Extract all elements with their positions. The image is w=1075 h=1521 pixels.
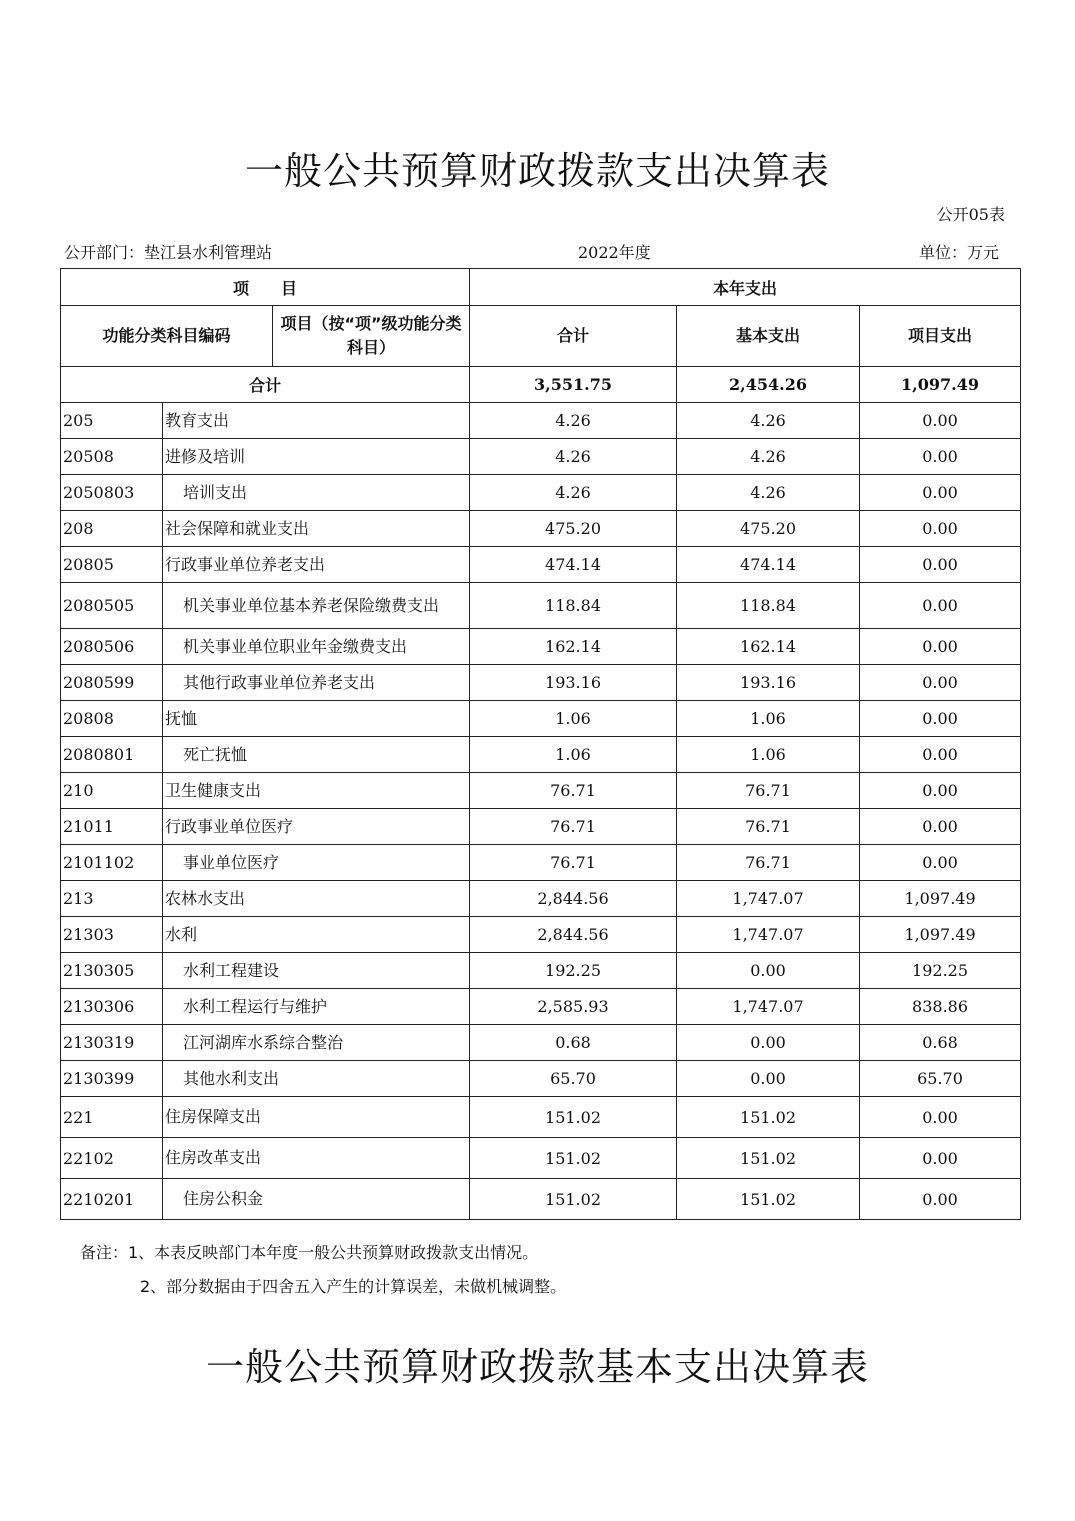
row-total: 4.26 — [470, 439, 677, 475]
row-project: 0.00 — [860, 773, 1021, 809]
row-total: 76.71 — [470, 773, 677, 809]
next-table-title: 一般公共预算财政拨款基本支出决算表 — [205, 1345, 869, 1389]
row-project: 1,097.49 — [860, 917, 1021, 953]
row-basic: 0.00 — [677, 953, 860, 989]
row-project: 0.00 — [860, 701, 1021, 737]
row-project: 0.00 — [860, 403, 1021, 439]
row-name: 行政事业单位养老支出 — [163, 547, 470, 583]
row-total: 2,844.56 — [470, 881, 677, 917]
table-row — [61, 511, 1021, 547]
header-current-year: 本年支出 — [470, 269, 1021, 306]
table-row — [61, 475, 1021, 511]
row-project: 0.68 — [860, 1025, 1021, 1061]
department-label: 公开部门：垫江县水利管理站 — [64, 243, 273, 262]
row-basic: 4.26 — [677, 475, 860, 511]
row-total: 151.02 — [470, 1138, 677, 1179]
row-basic: 118.84 — [677, 583, 860, 629]
table-row — [61, 1097, 1021, 1138]
row-name: 住房公积金 — [163, 1179, 470, 1220]
row-name: 水利 — [163, 917, 470, 953]
total-row — [61, 367, 1021, 403]
table-row — [61, 953, 1021, 989]
row-name: 卫生健康支出 — [163, 773, 470, 809]
row-name: 事业单位医疗 — [163, 845, 470, 881]
row-total: 151.02 — [470, 1097, 677, 1138]
row-basic: 193.16 — [677, 665, 860, 701]
row-basic: 151.02 — [677, 1138, 860, 1179]
row-total: 1.06 — [470, 701, 677, 737]
row-project: 0.00 — [860, 629, 1021, 665]
row-name: 社会保障和就业支出 — [163, 511, 470, 547]
row-name: 住房改革支出 — [163, 1138, 470, 1179]
row-basic: 1.06 — [677, 737, 860, 773]
row-basic: 4.26 — [677, 439, 860, 475]
row-total: 2,844.56 — [470, 917, 677, 953]
total-basic: 2,454.26 — [677, 367, 860, 403]
row-code: 213 — [61, 881, 163, 917]
row-code: 21011 — [61, 809, 163, 845]
unit-label: 单位：万元 — [918, 243, 999, 262]
year-label: 2022年度 — [578, 243, 651, 262]
row-project: 1,097.49 — [860, 881, 1021, 917]
row-code: 2130306 — [61, 989, 163, 1025]
total-label: 合计 — [61, 367, 470, 403]
row-basic: 0.00 — [677, 1025, 860, 1061]
row-basic: 151.02 — [677, 1179, 860, 1220]
header-total: 合计 — [470, 306, 677, 367]
row-total: 65.70 — [470, 1061, 677, 1097]
table-row — [61, 773, 1021, 809]
total-project: 1,097.49 — [860, 367, 1021, 403]
row-code: 2130305 — [61, 953, 163, 989]
table-code: 公开05表 — [936, 205, 1005, 224]
row-name: 行政事业单位医疗 — [163, 809, 470, 845]
note-2: 2、部分数据由于四舍五入产生的计算误差，未做机械调整。 — [140, 1277, 567, 1296]
row-project: 65.70 — [860, 1061, 1021, 1097]
page-title: 一般公共预算财政拨款支出决算表 — [244, 149, 830, 193]
row-basic: 1,747.07 — [677, 989, 860, 1025]
row-total: 1.06 — [470, 737, 677, 773]
row-code: 20508 — [61, 439, 163, 475]
table-row — [61, 403, 1021, 439]
row-total: 162.14 — [470, 629, 677, 665]
row-name: 进修及培训 — [163, 439, 470, 475]
table-row — [61, 809, 1021, 845]
table-row — [61, 1061, 1021, 1097]
row-name: 水利工程建设 — [163, 953, 470, 989]
row-basic: 0.00 — [677, 1061, 860, 1097]
row-project: 0.00 — [860, 511, 1021, 547]
row-project: 192.25 — [860, 953, 1021, 989]
row-name: 机关事业单位职业年金缴费支出 — [163, 629, 470, 665]
row-code: 22102 — [61, 1138, 163, 1179]
row-basic: 76.71 — [677, 845, 860, 881]
row-total: 118.84 — [470, 583, 677, 629]
row-code: 2050803 — [61, 475, 163, 511]
row-total: 2,585.93 — [470, 989, 677, 1025]
row-project: 0.00 — [860, 583, 1021, 629]
header-basic: 基本支出 — [677, 306, 860, 367]
total-value: 3,551.75 — [470, 367, 677, 403]
row-total: 151.02 — [470, 1179, 677, 1220]
row-code: 221 — [61, 1097, 163, 1138]
table-row — [61, 737, 1021, 773]
row-code: 2101102 — [61, 845, 163, 881]
row-project: 0.00 — [860, 475, 1021, 511]
row-name: 教育支出 — [163, 403, 470, 439]
header-name: 项目（按“项”级功能分类科目） — [273, 306, 470, 367]
row-code: 2080599 — [61, 665, 163, 701]
row-total: 193.16 — [470, 665, 677, 701]
table-row — [61, 665, 1021, 701]
row-basic: 474.14 — [677, 547, 860, 583]
row-name: 抚恤 — [163, 701, 470, 737]
table-row — [61, 917, 1021, 953]
row-total: 474.14 — [470, 547, 677, 583]
table-row — [61, 989, 1021, 1025]
row-total: 4.26 — [470, 475, 677, 511]
header-project-expenditure: 项目支出 — [860, 306, 1021, 367]
row-basic: 1.06 — [677, 701, 860, 737]
row-total: 192.25 — [470, 953, 677, 989]
row-code: 208 — [61, 511, 163, 547]
row-basic: 76.71 — [677, 773, 860, 809]
row-basic: 1,747.07 — [677, 917, 860, 953]
row-project: 0.00 — [860, 809, 1021, 845]
row-code: 2080801 — [61, 737, 163, 773]
row-basic: 151.02 — [677, 1097, 860, 1138]
row-code: 2130319 — [61, 1025, 163, 1061]
header-code: 功能分类科目编码 — [61, 306, 273, 367]
row-total: 76.71 — [470, 845, 677, 881]
note-1: 备注：1、本表反映部门本年度一般公共预算财政拨款支出情况。 — [80, 1243, 539, 1262]
row-project: 0.00 — [860, 665, 1021, 701]
row-name: 江河湖库水系综合整治 — [163, 1025, 470, 1061]
row-name: 住房保障支出 — [163, 1097, 470, 1138]
row-code: 210 — [61, 773, 163, 809]
row-basic: 162.14 — [677, 629, 860, 665]
row-project: 0.00 — [860, 439, 1021, 475]
table-row — [61, 881, 1021, 917]
row-project: 0.00 — [860, 845, 1021, 881]
row-code: 20808 — [61, 701, 163, 737]
row-code: 21303 — [61, 917, 163, 953]
row-name: 培训支出 — [163, 475, 470, 511]
row-total: 475.20 — [470, 511, 677, 547]
row-total: 4.26 — [470, 403, 677, 439]
row-code: 205 — [61, 403, 163, 439]
row-project: 838.86 — [860, 989, 1021, 1025]
row-name: 水利工程运行与维护 — [163, 989, 470, 1025]
table-row — [61, 629, 1021, 665]
row-name: 其他行政事业单位养老支出 — [163, 665, 470, 701]
row-name: 机关事业单位基本养老保险缴费支出 — [163, 583, 470, 629]
expenditure-table — [60, 268, 1021, 1220]
row-project: 0.00 — [860, 1179, 1021, 1220]
table-row — [61, 439, 1021, 475]
header-row-2 — [61, 306, 1021, 367]
row-code: 2080506 — [61, 629, 163, 665]
row-name: 其他水利支出 — [163, 1061, 470, 1097]
row-basic: 1,747.07 — [677, 881, 860, 917]
row-basic: 475.20 — [677, 511, 860, 547]
row-total: 76.71 — [470, 809, 677, 845]
row-code: 2130399 — [61, 1061, 163, 1097]
row-code: 20805 — [61, 547, 163, 583]
row-basic: 76.71 — [677, 809, 860, 845]
header-project: 项 目 — [61, 269, 470, 306]
table-row — [61, 845, 1021, 881]
table-row — [61, 547, 1021, 583]
row-project: 0.00 — [860, 1138, 1021, 1179]
row-name: 农林水支出 — [163, 881, 470, 917]
row-project: 0.00 — [860, 547, 1021, 583]
row-total: 0.68 — [470, 1025, 677, 1061]
header-row-1 — [61, 269, 1021, 306]
row-code: 2080505 — [61, 583, 163, 629]
row-basic: 4.26 — [677, 403, 860, 439]
table-row — [61, 1025, 1021, 1061]
table-row — [61, 583, 1021, 629]
row-name: 死亡抚恤 — [163, 737, 470, 773]
row-project: 0.00 — [860, 737, 1021, 773]
row-project: 0.00 — [860, 1097, 1021, 1138]
table-row — [61, 1179, 1021, 1220]
row-code: 2210201 — [61, 1179, 163, 1220]
table-row — [61, 1138, 1021, 1179]
table-row — [61, 701, 1021, 737]
